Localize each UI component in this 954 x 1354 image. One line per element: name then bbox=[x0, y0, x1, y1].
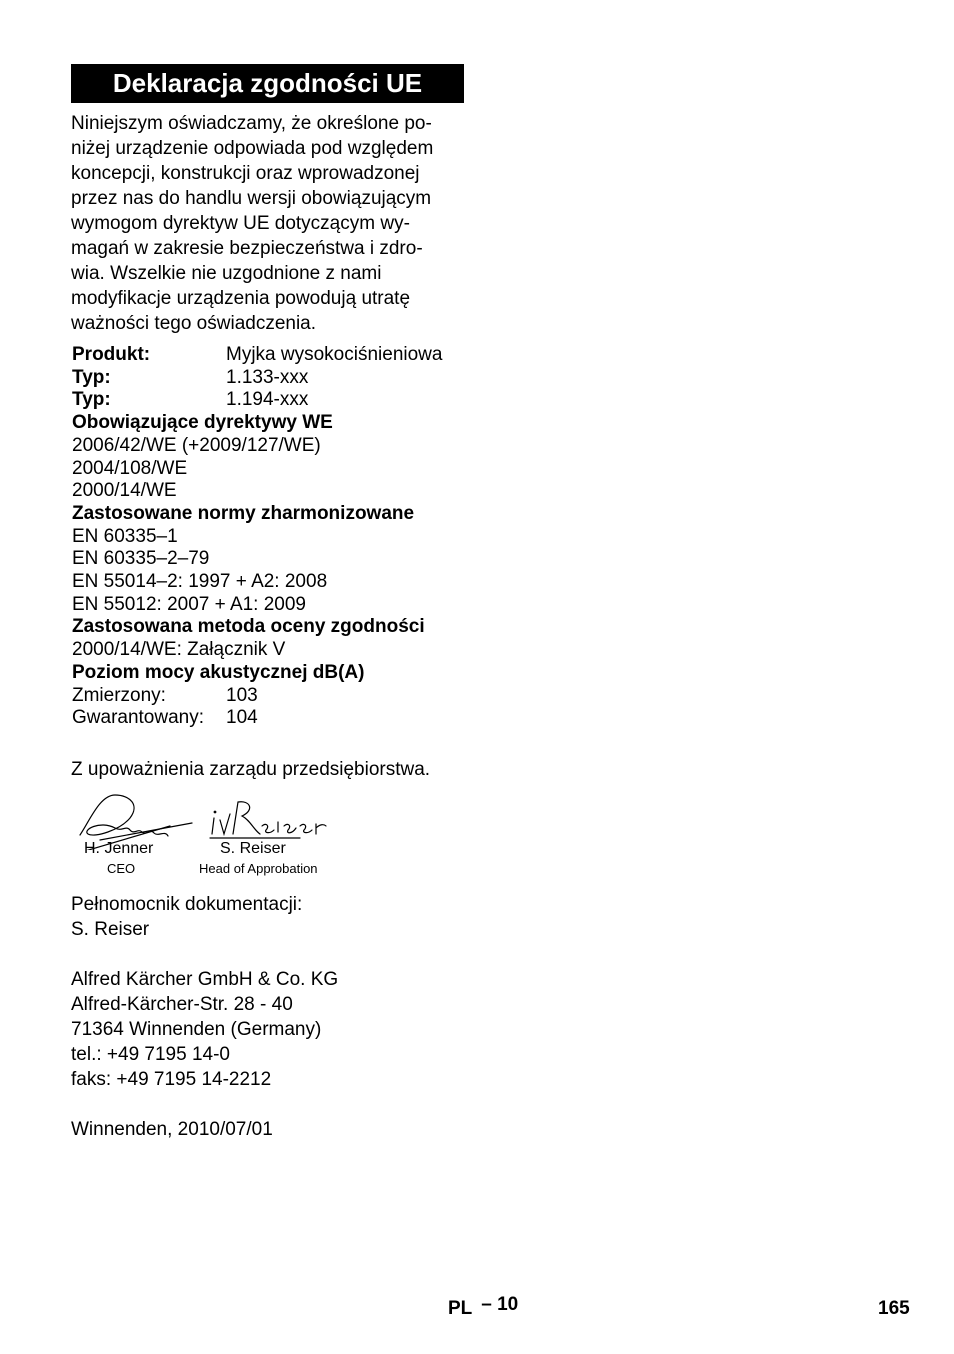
type-label: Typ: bbox=[72, 389, 111, 411]
sound-guaranteed-label: Gwarantowany: bbox=[72, 707, 205, 729]
intro-line: modyfikacje urządzenia powodują utratę bbox=[71, 288, 411, 309]
page-title: Deklaracja zgodności UE bbox=[71, 64, 464, 103]
product-row bbox=[72, 344, 472, 367]
place-date: Winnenden, 2010/07/01 bbox=[71, 1119, 273, 1140]
assessment-title: Zastosowana metoda oceny zgodności bbox=[72, 616, 425, 638]
company-address bbox=[71, 967, 338, 1092]
footer-local-page: – 10 bbox=[481, 1294, 519, 1315]
type-label: Typ: bbox=[72, 366, 111, 388]
intro-paragraph bbox=[71, 111, 466, 336]
type-row bbox=[72, 389, 472, 412]
company-line: Alfred-Kärcher-Str. 28 - 40 bbox=[71, 994, 293, 1015]
intro-line: przez nas do handlu wersji obowiązującym bbox=[71, 188, 432, 209]
company-line: faks: +49 7195 14-2212 bbox=[71, 1069, 272, 1090]
documentation-label: Pełnomocnik dokumentacji: bbox=[71, 894, 303, 915]
company-line: Alfred Kärcher GmbH & Co. KG bbox=[71, 969, 339, 990]
documentation-name: S. Reiser bbox=[71, 919, 150, 940]
declaration-specs bbox=[72, 344, 472, 730]
norm-item: EN 60335–2–79 bbox=[72, 548, 210, 570]
type-row bbox=[72, 367, 472, 390]
intro-line: niżej urządzenie odpowiada pod względem bbox=[71, 138, 434, 159]
documentation-block bbox=[71, 892, 302, 942]
authorization-text: Z upoważnienia zarządu przedsiębiorstwa. bbox=[71, 759, 431, 780]
product-value: Myjka wysokociśnieniowa bbox=[226, 344, 443, 365]
intro-line: wia. Wszelkie nie uzgodnione z nami bbox=[71, 263, 382, 284]
type-value: 1.133-xxx bbox=[226, 366, 309, 388]
directive-item: 2000/14/WE bbox=[72, 480, 177, 502]
norm-item: EN 55014–2: 1997 + A2: 2008 bbox=[72, 571, 328, 593]
intro-line: koncepcji, konstrukcji oraz wprowadzonej bbox=[71, 163, 420, 184]
sound-title: Poziom mocy akustycznej dB(A) bbox=[72, 661, 365, 683]
footer-language-page bbox=[448, 1294, 519, 1320]
company-line: 71364 Winnenden (Germany) bbox=[71, 1019, 322, 1040]
norm-item: EN 60335–1 bbox=[72, 525, 178, 547]
sound-guaranteed-row bbox=[72, 707, 472, 730]
product-label: Produkt: bbox=[72, 344, 151, 365]
company-line: tel.: +49 7195 14-0 bbox=[71, 1044, 230, 1065]
type-value: 1.194-xxx bbox=[226, 389, 309, 411]
footer-lang: PL bbox=[448, 1298, 472, 1319]
signature-name-jenner: H. Jenner bbox=[84, 840, 154, 857]
signature-area bbox=[70, 790, 350, 880]
intro-line: Niniejszym oświadczamy, że określone po- bbox=[71, 113, 432, 134]
norm-item: EN 55012: 2007 + A1: 2009 bbox=[72, 593, 307, 615]
intro-line: magań w zakresie bezpieczeństwa i zdro- bbox=[71, 238, 423, 259]
sound-measured-row bbox=[72, 685, 472, 708]
sound-measured-value: 103 bbox=[226, 684, 258, 706]
directive-item: 2004/108/WE bbox=[72, 457, 188, 479]
norms-title: Zastosowane normy zharmonizowane bbox=[72, 502, 415, 524]
signature-name-reiser: S. Reiser bbox=[220, 840, 286, 857]
directives-title: Obowiązujące dyrektywy WE bbox=[72, 412, 333, 434]
signature-role-jenner: CEO bbox=[107, 861, 136, 876]
assessment-value: 2000/14/WE: Załącznik V bbox=[72, 639, 286, 661]
footer-page-number: 165 bbox=[878, 1298, 910, 1319]
sound-measured-label: Zmierzony: bbox=[72, 684, 166, 706]
signature-role-reiser: Head of Approbation bbox=[199, 861, 318, 876]
sound-guaranteed-value: 104 bbox=[226, 707, 258, 729]
intro-line: wymogom dyrektyw UE dotyczącym wy- bbox=[71, 213, 410, 234]
intro-line: ważności tego oświadczenia. bbox=[71, 313, 317, 334]
directive-item: 2006/42/WE (+2009/127/WE) bbox=[72, 434, 321, 456]
